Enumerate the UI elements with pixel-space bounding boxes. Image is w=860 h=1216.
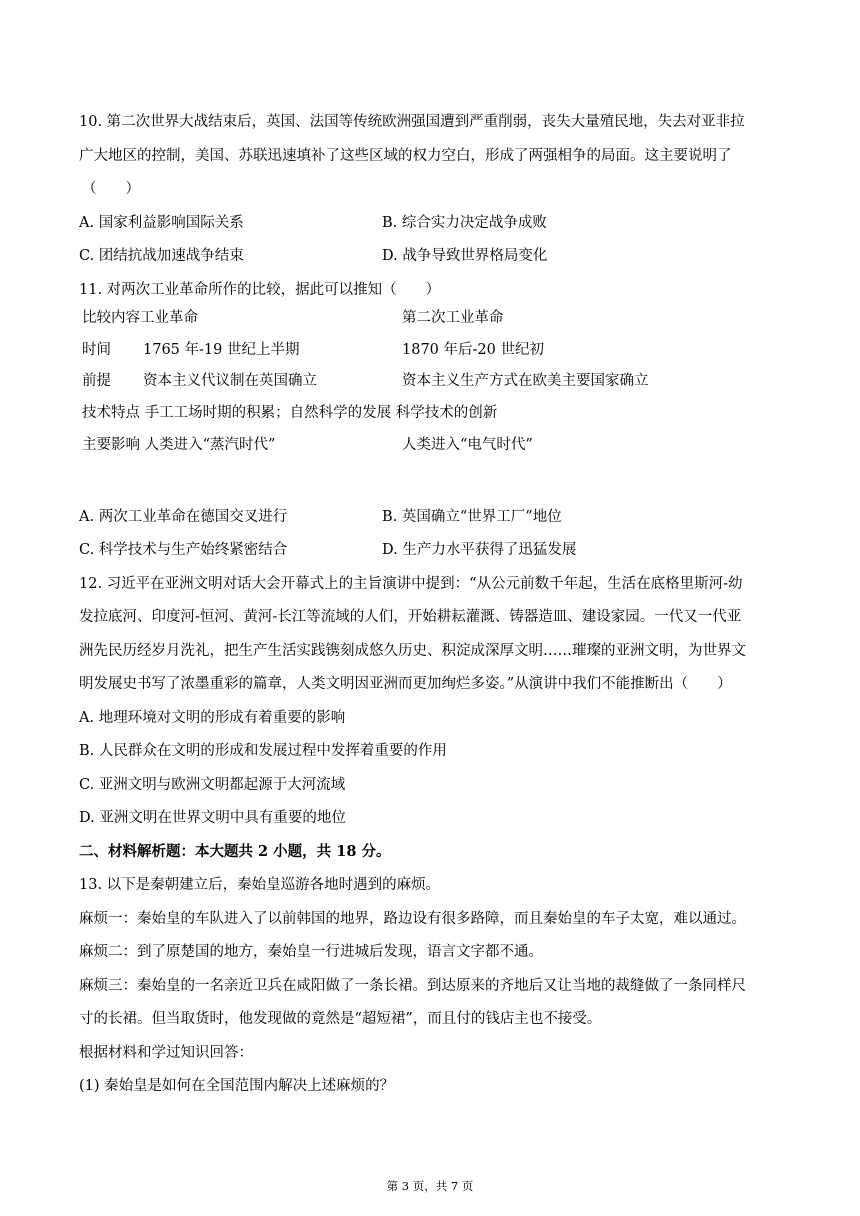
q13-intro: 13. 以下是秦朝建立后，秦始皇巡游各地时遇到的麻烦。 [79, 877, 441, 893]
q12-stem-line-1: 12. 习近平在亚洲文明对话大会开幕式上的主旨演讲中提到：“从公元前数千年起，生活在底格里斯河-幼 [79, 576, 743, 592]
q11-option-c: C. 科学技术与生产始终紧密结合 [79, 542, 288, 558]
table-header-compare: 比较内容工业革命 [82, 310, 198, 326]
table-first-time: 1765 年-19 世纪上半期 [143, 342, 300, 358]
q11-option-b: B. 英国确立“世界工厂”地位 [382, 509, 562, 525]
q10-stem-line-1: 10. 第二次世界大战结束后，英国、法国等传统欧洲强国遭到严重削弱，丧失大量殖民地，失去对亚非拉 [79, 114, 745, 130]
q10-option-b: B. 综合实力决定战争成败 [382, 215, 547, 231]
page-number: 第 3 页，共 7 页 [386, 1179, 474, 1193]
q13-trouble-3-line-2: 寸的长裙。但当取货时，他发现做的竟然是“超短裙”，而且付的钱店主也不接受。 [79, 1011, 602, 1027]
table-first-impact: 主要影响 人类进入“蒸汽时代” [82, 437, 276, 453]
q12-stem-line-4: 明发展史书写了浓墨重彩的篇章，人类文明因亚洲而更加绚烂多姿。”从演讲中我们不能推断出（ ） [79, 676, 732, 692]
q13-instruction: 根据材料和学过知识回答： [79, 1045, 253, 1061]
table-label-time: 时间 [82, 342, 111, 358]
q12-stem-line-2: 发拉底河、印度河-恒河、黄河-长江等流域的人们，开始耕耘灌溉、铸器造皿、建设家园。一代又一代亚 [79, 609, 742, 625]
q12-option-b: B. 人民群众在文明的形成和发展过程中发挥着重要的作用 [79, 743, 447, 759]
q12-option-d: D. 亚洲文明在世界文明中具有重要的地位 [79, 810, 346, 826]
table-first-premise: 资本主义代议制在英国确立 [143, 373, 317, 389]
table-header-second-revolution: 第二次工业革命 [402, 310, 504, 326]
q10-option-a: A. 国家利益影响国际关系 [79, 215, 244, 231]
table-row-tech-features: 技术特点 手工工场时期的积累；自然科学的发展 科学技术的创新 [82, 405, 498, 421]
table-second-time: 1870 年后-20 世纪初 [402, 342, 544, 358]
q12-stem-line-3: 洲先民历经岁月洗礼，把生产生活实践镌刻成悠久历史、积淀成深厚文明……璀璨的亚洲文明，为世界文 [79, 643, 746, 659]
q11-option-d: D. 生产力水平获得了迅猛发展 [382, 542, 577, 558]
q13-trouble-1: 麻烦一：秦始皇的车队进入了以前韩国的地界，路边设有很多路障，而且秦始皇的车子太宽，难以通过。 [79, 911, 746, 927]
q13-subquestion-1: (1) 秦始皇是如何在全国范围内解决上述麻烦的？ [79, 1078, 395, 1094]
table-second-impact: 人类进入“电气时代” [402, 437, 533, 453]
q13-trouble-3-line-1: 麻烦三：秦始皇的一名亲近卫兵在咸阳做了一条长裙。到达原来的齐地后又让当地的裁缝做了一条同样尺 [79, 978, 746, 994]
q13-trouble-2: 麻烦二：到了原楚国的地方，秦始皇一行进城后发现，语言文字都不通。 [79, 944, 543, 960]
q10-stem-line-2: 广大地区的控制，美国、苏联迅速填补了这些区域的权力空白，形成了两强相争的局面。这主要说明了 [79, 148, 732, 164]
q12-option-a: A. 地理环境对文明的形成有着重要的影响 [79, 710, 346, 726]
q11-stem: 11. 对两次工业革命所作的比较，据此可以推知（ ） [79, 282, 441, 298]
q12-option-c: C. 亚洲文明与欧洲文明都起源于大河流域 [79, 777, 346, 793]
table-second-premise: 资本主义生产方式在欧美主要国家确立 [402, 373, 649, 389]
section-heading: 二、材料解析题：本大题共 2 小题，共 18 分。 [79, 843, 391, 860]
q10-option-c: C. 团结抗战加速战争结束 [79, 248, 244, 264]
q10-answer-blank: （ ） [82, 181, 140, 197]
table-label-premise: 前提 [82, 373, 111, 389]
q11-option-a: A. 两次工业革命在德国交叉进行 [79, 509, 288, 525]
q10-option-d: D. 战争导致世界格局变化 [382, 248, 548, 264]
